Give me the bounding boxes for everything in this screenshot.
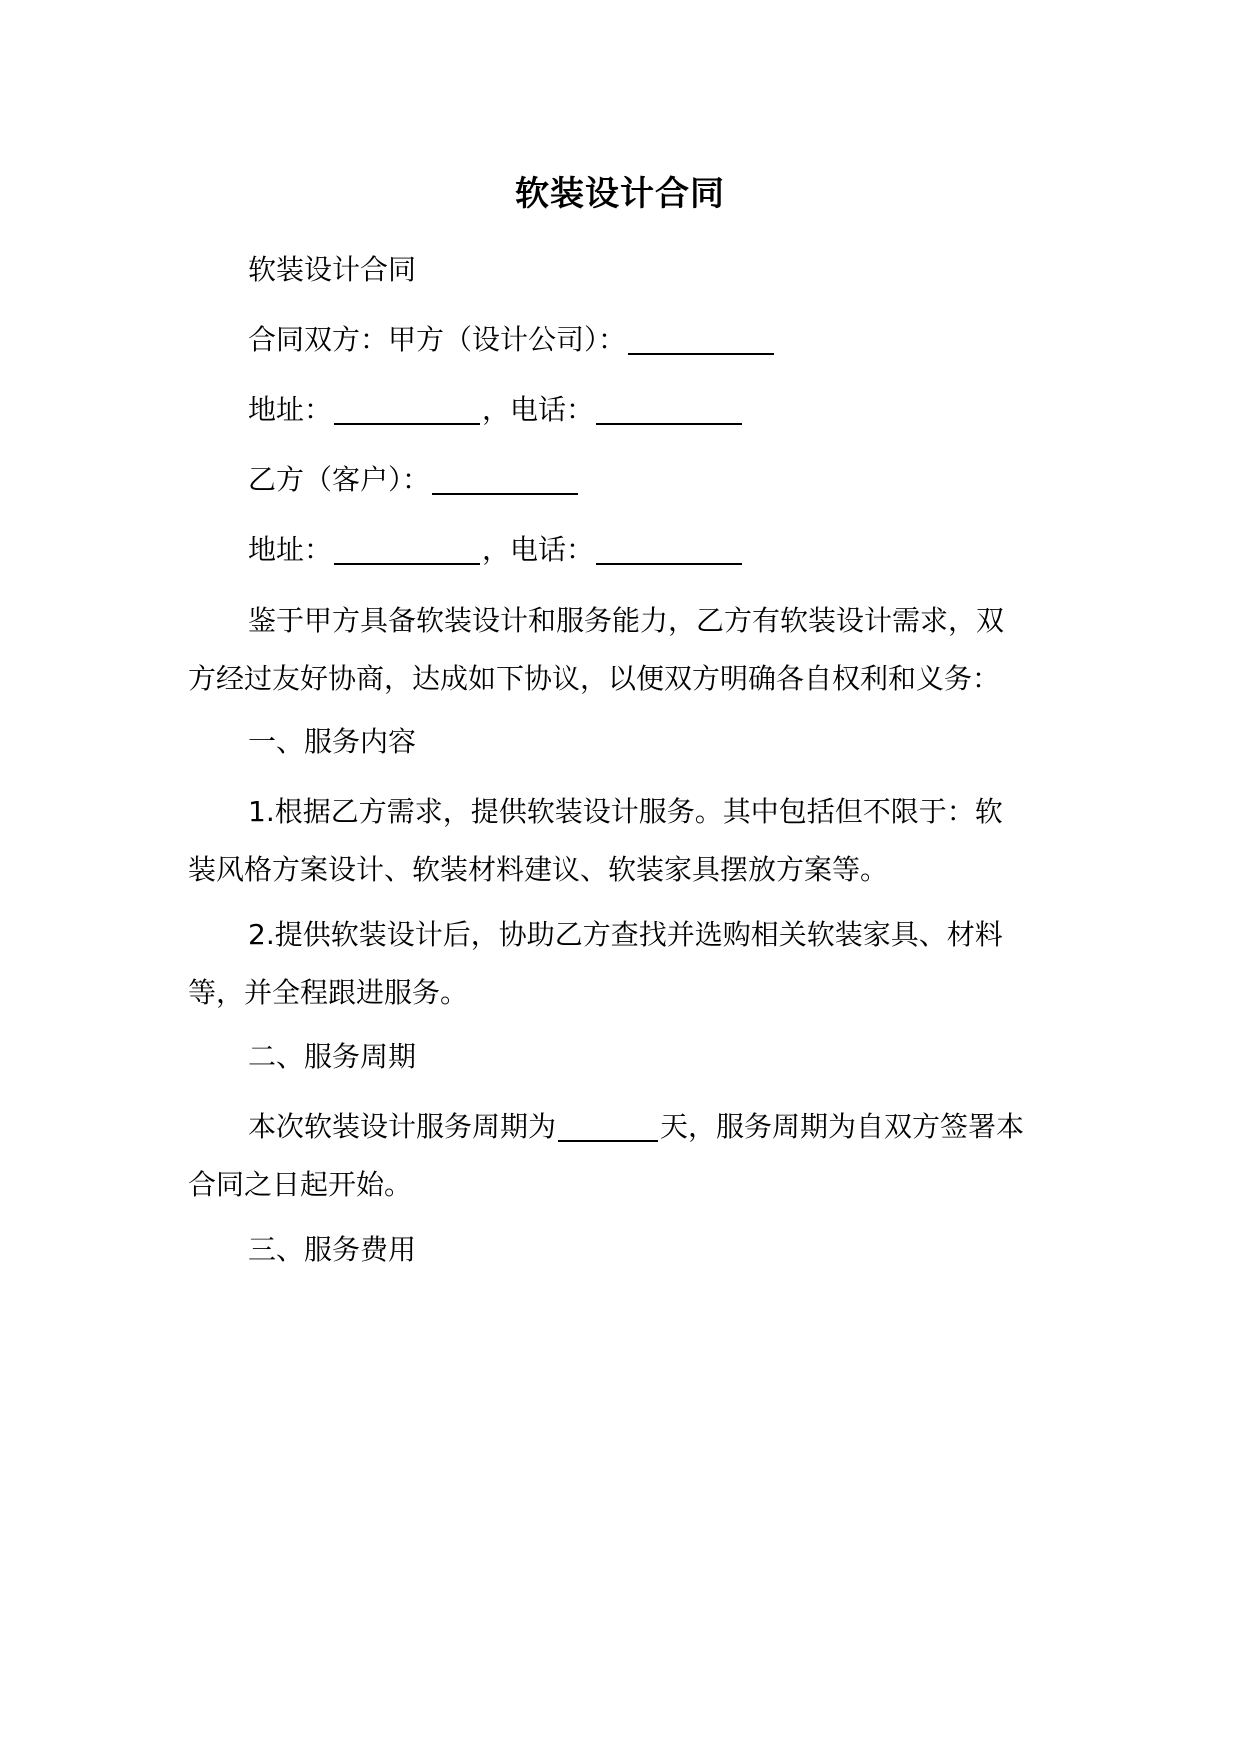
party-a-phone-blank xyxy=(596,395,742,425)
service-item-1-line-1: 1.根据乙方需求，提供软装设计服务。其中包括但不限于：软 xyxy=(248,795,1003,828)
party-a-address-label: 地址： xyxy=(248,393,333,426)
party-b-label: 乙方（客户）： xyxy=(248,463,431,496)
service-item-2-line-1: 2.提供软装设计后，协助乙方查找并选购相关软装家具、材料 xyxy=(248,918,1003,951)
service-item-2 xyxy=(188,906,1052,1022)
section-3-heading: 三、服务费用 xyxy=(248,1233,417,1266)
service-period-line-2: 合同之日起开始。 xyxy=(188,1168,413,1201)
intro-paragraph xyxy=(188,592,1052,708)
party-b-contact-line xyxy=(248,533,744,567)
party-a-name-blank xyxy=(628,325,774,355)
section-2-heading: 二、服务周期 xyxy=(248,1040,417,1073)
party-b-phone-label: ，电话： xyxy=(482,533,595,566)
service-item-2-line-2: 等，并全程跟进服务。 xyxy=(188,976,469,1009)
service-item-1-line-2: 装风格方案设计、软装材料建议、软装家具摆放方案等。 xyxy=(188,853,889,886)
party-b-name-blank xyxy=(432,465,578,495)
party-a-line xyxy=(248,323,776,357)
service-period-paragraph xyxy=(188,1098,1052,1214)
intro-line-2: 方经过友好协商，达成如下协议，以便双方明确各自权利和义务： xyxy=(188,662,1001,695)
service-item-1 xyxy=(188,783,1052,899)
service-period-text-before: 本次软装设计服务周期为 xyxy=(248,1110,557,1143)
party-b-address-label: 地址： xyxy=(248,533,333,566)
party-b-line xyxy=(248,463,580,497)
party-a-address-blank xyxy=(334,395,480,425)
document-title: 软装设计合同 xyxy=(515,174,725,214)
party-a-label: 合同双方：甲方（设计公司）： xyxy=(248,323,627,356)
party-a-phone-label: ，电话： xyxy=(482,393,595,426)
section-1-heading: 一、服务内容 xyxy=(248,725,417,758)
document-subtitle: 软装设计合同 xyxy=(248,253,417,286)
intro-line-1: 鉴于甲方具备软装设计和服务能力，乙方有软装设计需求，双 xyxy=(248,604,1005,637)
service-days-blank xyxy=(558,1112,658,1142)
service-period-text-after: 天，服务周期为自双方签署本 xyxy=(660,1110,1025,1143)
party-a-contact-line xyxy=(248,393,744,427)
service-period-line-1 xyxy=(188,1098,1052,1156)
party-b-address-blank xyxy=(334,535,480,565)
party-b-phone-blank xyxy=(596,535,742,565)
